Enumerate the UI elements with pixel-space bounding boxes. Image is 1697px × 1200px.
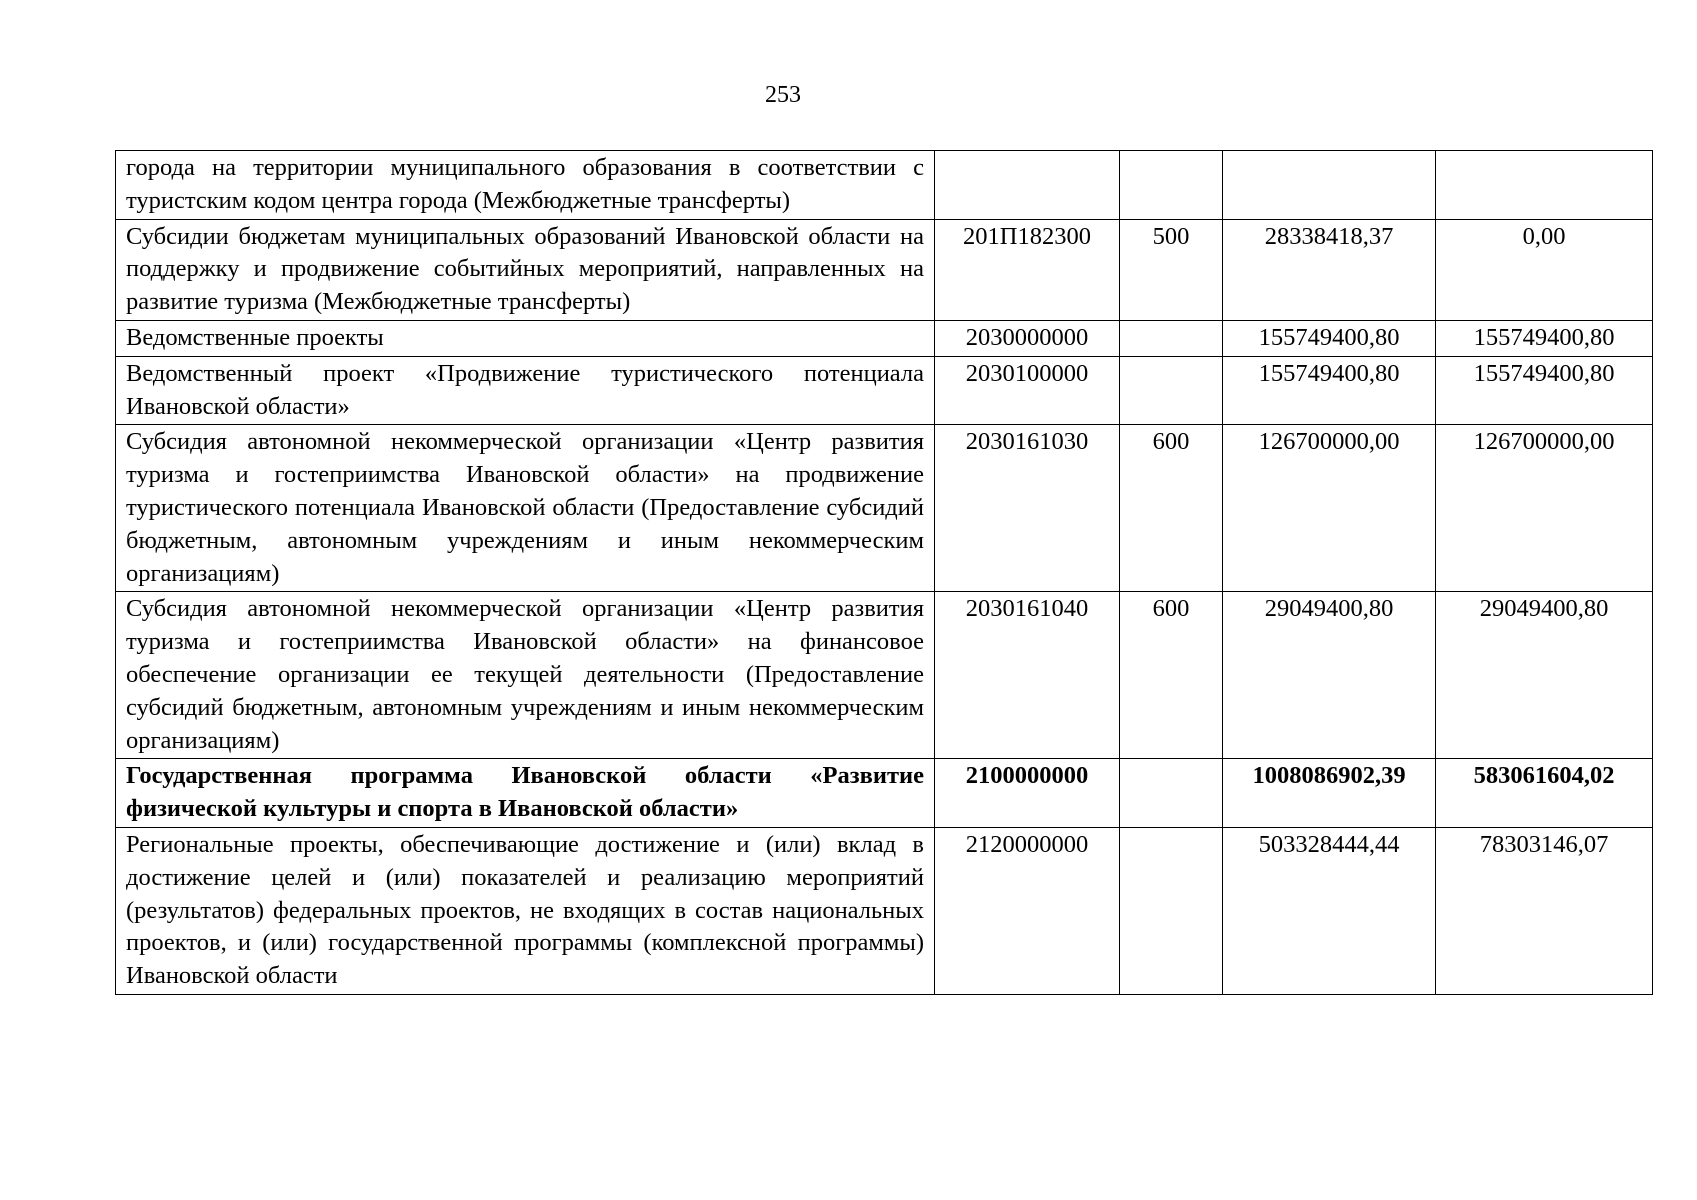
row-expense-type: 500 bbox=[1120, 219, 1223, 320]
row-sum-year-1 bbox=[1223, 151, 1436, 220]
row-sum-year-2: 29049400,80 bbox=[1436, 592, 1653, 759]
table-row bbox=[116, 592, 1653, 759]
row-code: 2030000000 bbox=[935, 320, 1120, 356]
row-name: Субсидия автономной некоммерческой организации «Центр развития туризма и гостеприимства Ивановской области» на финансовое обеспечение организации ее текущей деятельности (Предоставление субсидий бюджетным, автономным учреждениям и иным некоммерческим организациям) bbox=[116, 592, 935, 759]
row-sum-year-1: 1008086902,39 bbox=[1223, 759, 1436, 828]
table-row bbox=[116, 425, 1653, 592]
row-code: 2120000000 bbox=[935, 827, 1120, 994]
row-expense-type: 600 bbox=[1120, 592, 1223, 759]
row-sum-year-2: 78303146,07 bbox=[1436, 827, 1653, 994]
row-expense-type bbox=[1120, 759, 1223, 828]
table-row bbox=[116, 320, 1653, 356]
row-code: 2030161030 bbox=[935, 425, 1120, 592]
row-sum-year-2: 0,00 bbox=[1436, 219, 1653, 320]
row-code: 2100000000 bbox=[935, 759, 1120, 828]
row-sum-year-2: 155749400,80 bbox=[1436, 356, 1653, 425]
table-row bbox=[116, 151, 1653, 220]
row-expense-type bbox=[1120, 151, 1223, 220]
row-sum-year-1: 29049400,80 bbox=[1223, 592, 1436, 759]
row-name: Субсидии бюджетам муниципальных образований Ивановской области на поддержку и продвижение событийных мероприятий, направленных на развитие туризма (Межбюджетные трансферты) bbox=[116, 219, 935, 320]
row-code: 2030161040 bbox=[935, 592, 1120, 759]
table-row bbox=[116, 356, 1653, 425]
row-sum-year-1: 155749400,80 bbox=[1223, 320, 1436, 356]
table-row-program-total bbox=[116, 759, 1653, 828]
row-sum-year-1: 28338418,37 bbox=[1223, 219, 1436, 320]
row-name: Ведомственный проект «Продвижение туристического потенциала Ивановской области» bbox=[116, 356, 935, 425]
row-name: Субсидия автономной некоммерческой организации «Центр развития туризма и гостеприимства Ивановской области» на продвижение туристического потенциала Ивановской области (Предоставление субсидий бюджетным, автономным учреждениям и иным некоммерческим организациям) bbox=[116, 425, 935, 592]
budget-table bbox=[115, 150, 1653, 995]
table-row bbox=[116, 827, 1653, 994]
row-code bbox=[935, 151, 1120, 220]
row-code: 2030100000 bbox=[935, 356, 1120, 425]
page-number: 253 bbox=[765, 82, 801, 108]
row-expense-type bbox=[1120, 320, 1223, 356]
row-sum-year-2: 126700000,00 bbox=[1436, 425, 1653, 592]
table-body bbox=[116, 151, 1653, 995]
row-sum-year-2: 155749400,80 bbox=[1436, 320, 1653, 356]
row-name: города на территории муниципального образования в соответствии с туристским кодом центра города (Межбюджетные трансферты) bbox=[116, 151, 935, 220]
row-name: Региональные проекты, обеспечивающие достижение и (или) вклад в достижение целей и (или) показателей и реализацию мероприятий (результатов) федеральных проектов, не входящих в состав национальных проектов, и (или) государственной программы (комплексной программы) Ивановской области bbox=[116, 827, 935, 994]
row-name: Государственная программа Ивановской области «Развитие физической культуры и спорта в Ивановской области» bbox=[116, 759, 935, 828]
row-sum-year-2: 583061604,02 bbox=[1436, 759, 1653, 828]
row-name: Ведомственные проекты bbox=[116, 320, 935, 356]
row-expense-type: 600 bbox=[1120, 425, 1223, 592]
row-expense-type bbox=[1120, 827, 1223, 994]
row-code: 201П182300 bbox=[935, 219, 1120, 320]
row-expense-type bbox=[1120, 356, 1223, 425]
row-sum-year-1: 503328444,44 bbox=[1223, 827, 1436, 994]
row-sum-year-1: 126700000,00 bbox=[1223, 425, 1436, 592]
row-sum-year-2 bbox=[1436, 151, 1653, 220]
row-sum-year-1: 155749400,80 bbox=[1223, 356, 1436, 425]
table-row bbox=[116, 219, 1653, 320]
